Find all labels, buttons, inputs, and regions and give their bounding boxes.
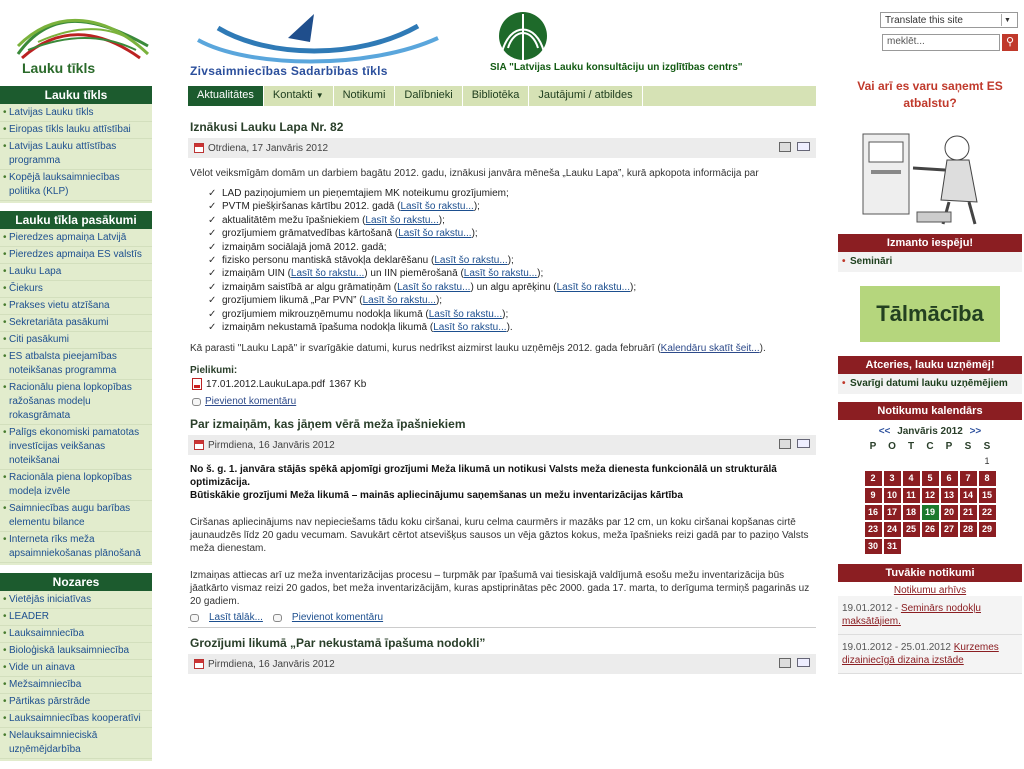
calendar-day[interactable]: 3 — [884, 471, 901, 486]
list-item: ✓ grozījumiem mikrouzņēmumu nodokļa likumā (Lasīt šo rakstu...); — [208, 308, 816, 321]
search-icon[interactable]: ⚲ — [1002, 34, 1018, 51]
eu-support-question[interactable]: Vai arī es varu saņemt ES atbalstu? — [857, 79, 1003, 110]
sidebar-item[interactable]: • Palīgs ekonomiski pamatotas investīcijas veikšanas noteikšanai — [0, 425, 152, 470]
atm-cartoon-image[interactable] — [857, 120, 1003, 226]
calendar-empty — [865, 454, 882, 469]
comment-icon — [273, 614, 282, 622]
calendar-day[interactable]: 23 — [865, 522, 882, 537]
event-link[interactable]: Seminārs nodokļu maksātājiem. — [842, 603, 981, 627]
logo1-text: Lauku tīkls — [22, 60, 96, 76]
article-checklist — [208, 187, 816, 334]
box-item[interactable]: • Svarīgi datumi lauku uzņēmējiem — [842, 376, 1018, 392]
left-sidebar — [0, 86, 152, 769]
sidebar-item[interactable]: • Racionālu piena lopkopības ražošanas modeļu rokasgrāmata — [0, 380, 152, 425]
event-item — [838, 635, 1022, 674]
talmaciba-banner[interactable]: Tālmācība — [860, 286, 1000, 342]
item-text: aktualitātēm mežu īpašniekiem — [222, 214, 360, 226]
izmanto-box — [838, 234, 1022, 272]
sidebar-item[interactable]: • Čiekurs — [0, 281, 152, 298]
sidebar-box-pasakumi — [0, 211, 152, 565]
list-item: ✓ izmaiņām saistībā ar algu grāmatiņām (Lasīt šo rakstu...) un algu aprēķinu (Lasīt šo rakstu...); — [208, 281, 816, 294]
calendar-grid — [838, 441, 1022, 554]
calendar-icon — [194, 143, 204, 153]
sidebar-item[interactable]: • LEADER — [0, 609, 152, 626]
calendar-day[interactable]: 26 — [922, 522, 939, 537]
document-icon — [190, 614, 199, 622]
logo3-text: SIA "Latvijas Lauku konsultāciju un izglītības centrs" — [490, 62, 743, 73]
list-item: ✓ izmaiņām nekustamā īpašuma nodokļa likumā (Lasīt šo rakstu...). — [208, 321, 816, 334]
atceries-box — [838, 356, 1022, 394]
item-text: izmaiņām sociālajā jomā 2012. gadā; — [222, 241, 387, 253]
sidebar-box-title: Nozares — [0, 573, 152, 591]
calendar-weekday: P — [945, 441, 953, 452]
attachment-size: 1367 Kb — [329, 378, 367, 390]
article-paragraph: Izmaiņas attiecas arī uz meža inventarizācijas procesu – turpmāk par īpašumā vai tiesiskajā valdījumā esošu mežu inventarizācija būs jāatkārto vismaz reizi 20 gados, bet meža inventarizācijām, kuras apstiprinātas pēc 2000. gada 17. marta, to derīguma termiņš pagarinās uz 20 gadiem. — [190, 570, 810, 608]
email-icon[interactable] — [797, 658, 810, 667]
pdf-icon — [192, 378, 202, 390]
tab-kontakti[interactable] — [264, 86, 334, 106]
article-intro: Vēlot veiksmīgām domām un darbiem bagātu 2012. gadu, iznākusi janvāra mēneša „Lauku Lapa”, kurā apkopota informācija par — [190, 168, 759, 179]
sidebar-item[interactable]: • Citi pasākumi — [0, 332, 152, 349]
calendar-weekday: S — [964, 441, 972, 452]
article-meta — [188, 138, 816, 158]
item-text: grozījumiem grāmatvedības kārtošanā — [222, 228, 393, 240]
article-closing: Kā parasti "Lauku Lapā" ir svarīgākie datumi, kurus nedrīkst aizmirst lauku uzņēmējs 2012. gada februārī (Kalendāru skatīt šeit...). — [190, 343, 766, 355]
calendar-day[interactable]: 11 — [903, 488, 920, 503]
event-link[interactable]: Kurzemes dizainiecīgā dizaina izstāde — [842, 642, 999, 666]
calendar-empty — [884, 454, 901, 469]
item-text: grozījumiem likumā „Par PVN” — [222, 295, 357, 307]
calendar-day[interactable]: 14 — [960, 488, 977, 503]
calendar-empty — [941, 454, 958, 469]
article-lead: No š. g. 1. janvāra stājās spēkā apjomīgi grozījumi Meža likumā un notikusi Valsts meža dienesta funkcionālā un strukturālā optimizācija. — [190, 464, 777, 489]
article-paragraph: Ciršanas apliecinājums nav nepieciešams tādu koku ciršanai, kuru celma caurmērs ir mazāks par 12 cm, un koku ciršanai kopšanas cirtē jaunaudzēs līdz 20 gadu vecumam. Savukārt cērtot atsevišķus sausos un vēja gāztos kokus, meža īpašnieks reizi gadā par to paziņo Valsts meža dienestam. — [190, 517, 809, 555]
item-text: fizisko personu mantiskā stāvokļa deklarēšanu — [222, 255, 429, 267]
calendar-day[interactable]: 29 — [979, 522, 996, 537]
event-date: 19.01.2012 - 25.01.2012 — [842, 642, 954, 653]
attachment-link[interactable]: 17.01.2012.LaukuLapa.pdf — [206, 378, 325, 390]
tab-aktualitates[interactable]: Aktualitātes — [188, 86, 264, 106]
article-date: Otrdiena, 17 Janvāris 2012 — [208, 142, 329, 154]
calendar-day[interactable]: 24 — [884, 522, 901, 537]
tab-notikumi[interactable]: Notikumi — [334, 86, 396, 106]
logo2-text: Zivsaimniecības Sadarbības tīkls — [190, 64, 388, 78]
sidebar-item[interactable]: • Vide un ainava — [0, 660, 152, 677]
calendar-day[interactable]: 13 — [941, 488, 958, 503]
sidebar-item[interactable]: • Bioloģiskā lauksaimniecība — [0, 643, 152, 660]
list-item: ✓ grozījumiem likumā „Par PVN” (Lasīt šo rakstu...); — [208, 294, 816, 307]
add-comment-link[interactable]: Pievienot komentāru — [205, 396, 297, 408]
sidebar-item[interactable]: • Saimniecības augu barības elementu bilance — [0, 501, 152, 532]
item-text: izmaiņām UIN — [222, 268, 285, 280]
calendar-weekday: O — [888, 441, 896, 452]
calendar-day[interactable]: 28 — [960, 522, 977, 537]
list-item: ✓ fizisko personu mantiskā stāvokļa deklarēšanu (Lasīt šo rakstu...); — [208, 254, 816, 267]
article-date: Pirmdiena, 16 Janvāris 2012 — [208, 658, 335, 670]
sidebar-item[interactable]: • Prakses vietu atzīšana — [0, 298, 152, 315]
llkc-logo[interactable] — [488, 8, 558, 64]
calendar-day[interactable]: 7 — [960, 471, 977, 486]
sidebar-item[interactable]: • Lauksaimniecības kooperatīvi — [0, 711, 152, 728]
calendar-day[interactable]: 18 — [903, 505, 920, 520]
article-date: Pirmdiena, 16 Janvāris 2012 — [208, 439, 335, 451]
article-subhead: Būtiskākie grozījumi Meža likumā – mainās apliecinājumu saņemšanas un mežu inventarizācijas kārtība — [190, 490, 683, 502]
box-title: Atceries, lauku uzņēmēj! — [838, 356, 1022, 374]
item-text: izmaiņām saistībā ar algu grāmatiņām — [222, 281, 391, 293]
list-item — [208, 187, 816, 200]
read-more-link[interactable]: Lasīt šo rakstu... — [362, 295, 436, 307]
calendar-day[interactable]: 12 — [922, 488, 939, 503]
main-content — [188, 86, 816, 674]
calendar-empty — [922, 454, 939, 469]
events-archive-link[interactable]: Notikumu arhīvs — [893, 585, 967, 596]
calendar-icon — [194, 440, 204, 450]
read-more-link[interactable]: Lasīt šo rakstu... — [397, 281, 471, 293]
tab-label: Kontakti — [272, 89, 313, 101]
read-more-link[interactable]: Lasīt šo rakstu... — [428, 308, 503, 320]
item-text: LAD paziņojumiem un pieņemtajiem MK noteikumu grozījumiem; — [222, 188, 509, 199]
calendar-weekday: T — [907, 441, 915, 452]
read-more-link[interactable]: Lasīt šo rakstu... — [290, 268, 365, 280]
print-icon[interactable] — [779, 439, 791, 449]
calendar-empty — [903, 454, 920, 469]
read-more-link[interactable]: Lasīt šo rakstu... — [463, 268, 538, 280]
read-more-link[interactable]: Lasīt šo rakstu... — [365, 214, 439, 226]
translate-select[interactable] — [880, 12, 1018, 28]
attachment-row — [192, 378, 816, 390]
sidebar-item[interactable]: • Nelauksaimnieciskā uzņēmējdarbība — [0, 728, 152, 759]
calendar-day[interactable]: 6 — [941, 471, 958, 486]
calendar-day[interactable]: 27 — [941, 522, 958, 537]
calendar-day: 1 — [984, 456, 990, 466]
translate-label: Translate this site — [885, 14, 963, 26]
caret-down-icon: ▼ — [315, 91, 324, 100]
read-more-link[interactable]: Lasīt šo rakstu... — [400, 201, 474, 213]
list-item: ✓ aktualitātēm mežu īpašniekiem (Lasīt šo rakstu...); — [208, 214, 816, 227]
calendar-weekday: P — [869, 441, 877, 452]
sidebar-item[interactable]: • Kopējā lauksaimniecības politika (KLP) — [0, 170, 152, 201]
calendar-empty — [960, 454, 977, 469]
sidebar-box-nozares — [0, 573, 152, 761]
calendar-link[interactable]: Kalendāru skatīt šeit... — [660, 343, 760, 355]
calendar-day[interactable]: 4 — [903, 471, 920, 486]
sidebar-item[interactable]: • Pārtikas pārstrāde — [0, 694, 152, 711]
box-title: Notikumu kalendārs — [838, 402, 1022, 420]
calendar-icon — [194, 659, 204, 669]
calendar-day[interactable]: 20 — [941, 505, 958, 520]
sidebar-item[interactable]: • Latvijas Lauku attīstības programma — [0, 139, 152, 170]
calendar-next[interactable]: >> — [969, 426, 982, 437]
print-icon[interactable] — [779, 658, 791, 668]
sidebar-item[interactable]: • Racionāla piena lopkopības modeļa izvēle — [0, 470, 152, 501]
item-text: un algu aprēķinu — [476, 281, 551, 293]
sidebar-item[interactable]: • ES atbalsta pieejamības noteikšanas programma — [0, 349, 152, 380]
sidebar-item[interactable]: • Vietējās iniciatīvas — [0, 592, 152, 609]
box-title: Tuvākie notikumi — [838, 564, 1022, 582]
calendar-day[interactable]: 31 — [884, 539, 901, 554]
item-text: grozījumiem mikrouzņēmumu nodokļa likumā — [222, 308, 423, 320]
attachments-heading: Pielikumi: — [190, 365, 238, 377]
calendar-day[interactable]: 16 — [865, 505, 882, 520]
sidebar-item[interactable]: • Latvijas Lauku tīkls — [0, 105, 152, 122]
calendar-day[interactable]: 30 — [865, 539, 882, 554]
read-more-link[interactable]: Lasīt šo rakstu... — [398, 228, 472, 240]
calendar-day[interactable]: 17 — [884, 505, 901, 520]
sidebar-item[interactable]: • Pieredzes apmaiņa ES valstīs — [0, 247, 152, 264]
read-more-link[interactable]: Lasīt šo rakstu... — [434, 255, 508, 267]
sidebar-item[interactable]: • Lauksaimniecība — [0, 626, 152, 643]
calendar-day[interactable]: 25 — [903, 522, 920, 537]
item-text: un IIN piemērošanā — [370, 268, 458, 280]
email-icon[interactable] — [797, 142, 810, 151]
calendar-day[interactable]: 10 — [884, 488, 901, 503]
article-meta — [188, 654, 816, 674]
calendar-day[interactable]: 8 — [979, 471, 996, 486]
box-item[interactable]: • Semināri — [842, 254, 1018, 270]
calendar-day[interactable]: 19 — [922, 505, 939, 520]
tab-jautajumi[interactable]: Jautājumi / atbildes — [529, 86, 642, 106]
event-item — [838, 596, 1022, 635]
calendar-weekday: C — [926, 441, 934, 452]
sidebar-box-lauku-tikls — [0, 86, 152, 203]
article-links — [190, 612, 816, 623]
tab-biblioteka[interactable]: Bibliotēka — [463, 86, 530, 106]
box-title: Izmanto iespēju! — [838, 234, 1022, 252]
calendar-nav — [838, 426, 1022, 437]
calendar-day[interactable]: 9 — [865, 488, 882, 503]
list-item: ✓ izmaiņām UIN (Lasīt šo rakstu...) un IIN piemērošanā (Lasīt šo rakstu...); — [208, 267, 816, 280]
article-title[interactable]: Par izmaiņām, kas jāņem vērā meža īpašniekiem — [190, 417, 466, 432]
email-icon[interactable] — [797, 439, 810, 448]
list-item: ✓ grozījumiem grāmatvedības kārtošanā (Lasīt šo rakstu...); — [208, 227, 816, 240]
sidebar-box-title: Lauku tīkla pasākumi — [0, 211, 152, 229]
calendar-weekday: S — [983, 441, 991, 452]
calendar-day[interactable]: 21 — [960, 505, 977, 520]
print-icon[interactable] — [779, 142, 791, 152]
archive-row — [838, 585, 1022, 596]
calendar-day[interactable]: 22 — [979, 505, 996, 520]
main-nav — [188, 86, 816, 106]
item-text: izmaiņām nekustamā īpašuma nodokļa likumā — [222, 322, 428, 334]
item-text: PVTM piešķiršanas kārtību 2012. gadā — [222, 201, 395, 213]
right-sidebar — [838, 76, 1022, 674]
sidebar-item[interactable]: • Lauku Lapa — [0, 264, 152, 281]
site-header — [0, 0, 1024, 84]
comment-icon — [192, 398, 201, 406]
calendar-day[interactable]: 15 — [979, 488, 996, 503]
article-meta — [188, 435, 816, 455]
sidebar-box-title: Lauku tīkls — [0, 86, 152, 104]
list-item — [208, 241, 816, 254]
calendar-box — [838, 402, 1022, 554]
calendar-day[interactable]: 5 — [922, 471, 939, 486]
article-title[interactable]: Iznākusi Lauku Lapa Nr. 82 — [190, 120, 344, 134]
tab-dalibnieki[interactable]: Dalībnieki — [395, 86, 462, 106]
sidebar-item[interactable]: • Mežsaimniecība — [0, 677, 152, 694]
sidebar-item[interactable]: • Sekretariāta pasākumi — [0, 315, 152, 332]
sidebar-item[interactable]: • Pieredzes apmaiņa Latvijā — [0, 230, 152, 247]
comment-row — [192, 396, 816, 407]
chevron-down-icon: ▼ — [1001, 14, 1013, 26]
calendar-prev[interactable]: << — [878, 426, 891, 437]
event-date: 19.01.2012 - — [842, 603, 901, 614]
read-more-link[interactable]: Lasīt šo rakstu... — [433, 322, 507, 334]
article-title[interactable]: Grozījumi likumā „Par nekustamā īpašuma nodokli” — [190, 636, 486, 651]
calendar-month: Janvāris 2012 — [897, 426, 963, 437]
divider — [188, 627, 816, 628]
events-box — [838, 564, 1022, 674]
read-more-link[interactable]: Lasīt tālāk... — [209, 612, 263, 624]
closing-text: Kā parasti "Lauku Lapā" ir svarīgākie datumi, kurus nedrīkst aizmirst lauku uzņēmējs 2012. gada februārī — [190, 343, 655, 355]
add-comment-link[interactable]: Pievienot komentāru — [291, 612, 384, 624]
sidebar-item[interactable]: • Eiropas tīkls lauku attīstībai — [0, 122, 152, 139]
read-more-link[interactable]: Lasīt šo rakstu... — [556, 281, 630, 293]
sidebar-item[interactable]: • Interneta rīks meža apsaimniekošanas plānošanā — [0, 532, 152, 563]
list-item: ✓ PVTM piešķiršanas kārtību 2012. gadā (Lasīt šo rakstu...); — [208, 200, 816, 213]
search-input[interactable]: meklēt... — [882, 34, 1000, 51]
calendar-day[interactable]: 2 — [865, 471, 882, 486]
